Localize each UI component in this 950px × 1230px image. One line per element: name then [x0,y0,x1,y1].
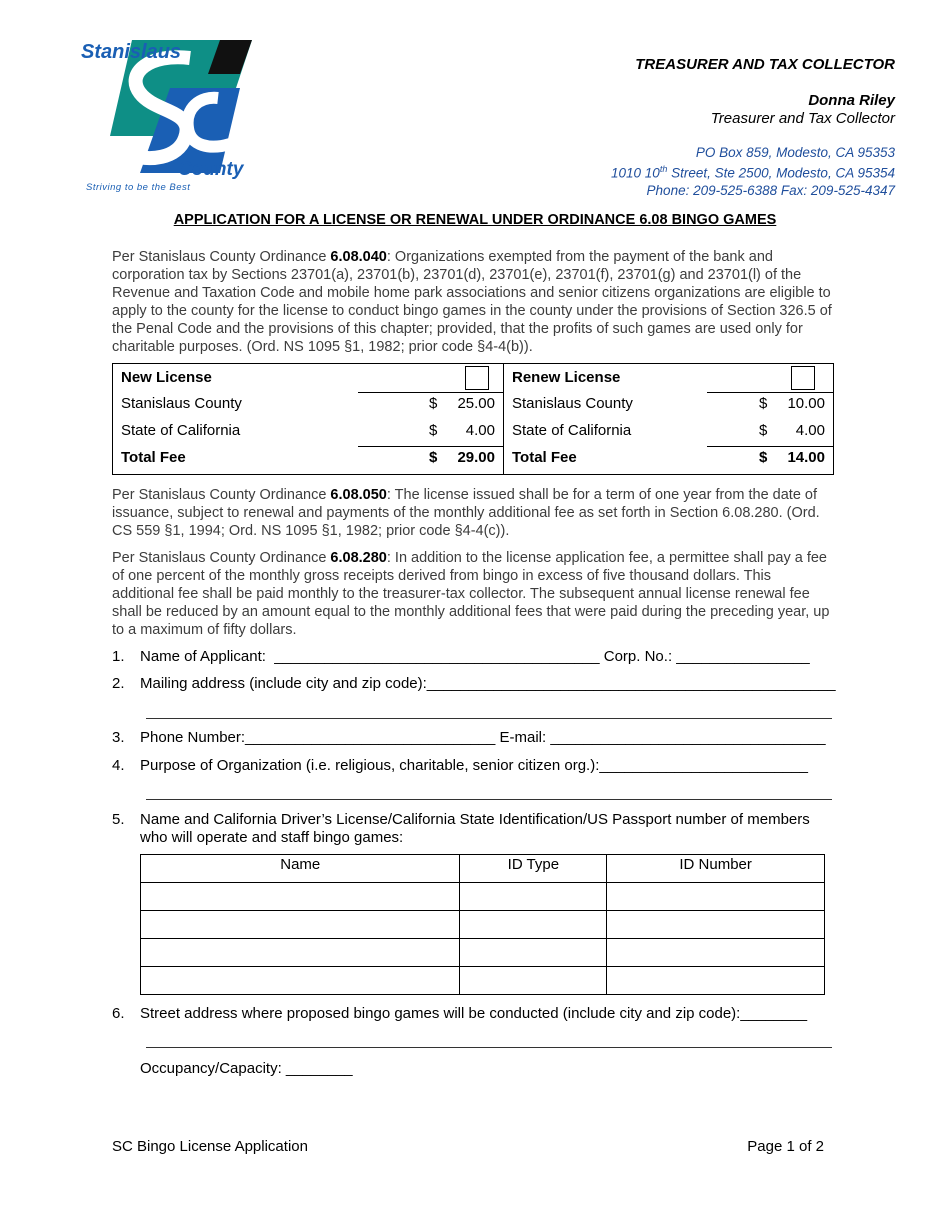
footer-page-number: Page 1 of 2 [747,1138,824,1155]
field-2-number: 2. [112,675,125,692]
address-line-2: 1010 10th Street, Ste 2500, Modesto, CA 95354 [611,164,895,181]
applicant-name-field[interactable]: Name of Applicant: _______________________________________ Corp. No.: ________________ [140,648,810,665]
member-name-cell[interactable] [141,967,460,995]
bingo-address-line-2[interactable] [146,1047,832,1048]
new-state-amount: 4.00 [465,422,495,439]
new-state-currency: $ [429,422,438,439]
new-county-amount: 25.00 [457,395,495,412]
phone-fax: Phone: 209-525-6388 Fax: 209-525-4347 [646,182,895,198]
table-row [141,911,825,939]
member-id-number-cell[interactable] [607,883,825,911]
renew-county-amount: 10.00 [787,395,825,412]
new-state-label: State of California [121,422,241,439]
renew-license-section [504,364,833,474]
phone-email-field[interactable]: Phone Number:______________________________ E-mail: _________________________________ [140,729,826,746]
ordinance-paragraph-2: Per Stanislaus County Ordinance 6.08.050: The license issued shall be for a term of one year from the date of issuance, subject to renewal and payments of the monthly additional fee as set forth in Section 6.08.280. (Ord. CS 559 §1, 1994; Ord. NS 1095 §1, 1982; prior code §4-4(c)). [112,487,820,539]
new-county-currency: $ [429,395,438,412]
member-id-type-cell[interactable] [460,939,607,967]
field-1-number: 1. [112,648,125,665]
ordinance-paragraph-3: Per Stanislaus County Ordinance 6.08.280: In addition to the license application fee, a permittee shall pay a fee of one percent of the monthly gross receipts derived from bingo in excess of five thousand dollars. This additional fee shall be paid monthly to the treasurer-tax collector. The subsequent annual license renewal fee shall be reduced by an amount equal to the monthly additional fees that were paid during the preceding year, up to a maximum of fifty dollars. [112,550,830,638]
renew-license-checkbox[interactable] [791,366,815,390]
table-row [141,939,825,967]
address-line-1: PO Box 859, Modesto, CA 95353 [695,145,895,160]
renew-license-heading: Renew License [512,369,621,386]
new-total-amount: 29.00 [457,449,495,466]
field-3-number: 3. [112,729,125,746]
members-instructions-line-1: Name and California Driver’s License/California State Identification/US Passport number of members [140,811,810,828]
new-license-heading: New License [121,369,212,386]
document-title: APPLICATION FOR A LICENSE OR RENEWAL UNDER ORDINANCE 6.08 BINGO GAMES [173,212,777,228]
renew-state-label: State of California [512,422,632,439]
members-table-header [141,855,825,883]
bingo-address-field[interactable]: Street address where proposed bingo games will be conducted (include city and zip code):________ [140,1005,808,1022]
field-5-number: 5. [112,811,125,828]
member-id-type-cell[interactable] [460,911,607,939]
member-name-cell[interactable] [141,883,460,911]
fee-table [112,363,834,475]
official-title: Treasurer and Tax Collector [710,110,895,127]
official-name: Donna Riley [808,92,895,109]
renew-total-amount: 14.00 [787,449,825,466]
members-table [140,854,825,995]
renew-county-label: Stanislaus County [512,395,633,412]
member-id-type-cell[interactable] [460,883,607,911]
logo-text-bottom: County [178,159,244,180]
field-6-number: 6. [112,1005,125,1022]
column-id-type: ID Type [460,855,607,883]
member-name-cell[interactable] [141,911,460,939]
county-logo [80,38,252,194]
member-id-type-cell[interactable] [460,967,607,995]
table-row [141,967,825,995]
office-address [611,144,895,199]
member-name-cell[interactable] [141,939,460,967]
renew-state-amount: 4.00 [795,422,825,439]
occupancy-capacity-field[interactable]: Occupancy/Capacity: ________ [140,1060,353,1077]
purpose-line-2[interactable] [146,799,832,800]
renew-state-currency: $ [759,422,768,439]
ordinance-paragraph-1: Per Stanislaus County Ordinance 6.08.040: Organizations exempted from the payment of the bank and corporation tax by Sections 23701(a), 23701(b), 23701(d), 23701(e), 23701(f), 23701(g) and 23701(l) of the Revenue and Taxation Code and mobile home park associations and senior citizens organizations are eligible to apply to the county for the license to conduct bingo games in the county under the provisions of Section 326.5 of the Penal Code and the provisions of this chapter; provided, that the profits of such games are used only for charitable purposes. (Ord. NS 1095 §1, 1982; prior code §4-4(b)). [112,249,832,355]
field-4-number: 4. [112,757,125,774]
mailing-address-field[interactable]: Mailing address (include city and zip code):_________________________________________________ [140,675,836,692]
table-row [141,883,825,911]
footer-form-name: SC Bingo License Application [112,1138,308,1155]
new-county-label: Stanislaus County [121,395,242,412]
logo-tagline: Striving to be the Best [86,182,191,193]
member-id-number-cell[interactable] [607,911,825,939]
office-title: TREASURER AND TAX COLLECTOR [635,56,895,73]
new-total-label: Total Fee [121,449,186,466]
new-total-currency: $ [429,449,438,466]
new-license-checkbox[interactable] [465,366,489,390]
members-instructions-line-2: who will operate and staff bingo games: [140,829,404,846]
column-name: Name [141,855,460,883]
new-license-section [113,364,495,474]
purpose-field[interactable]: Purpose of Organization (i.e. religious, charitable, senior citizen org.):_________________________ [140,757,808,774]
renew-total-label: Total Fee [512,449,577,466]
member-id-number-cell[interactable] [607,939,825,967]
logo-text-top: Stanislaus [81,41,182,63]
mailing-address-line-2[interactable] [146,718,832,719]
column-id-number: ID Number [607,855,825,883]
renew-county-currency: $ [759,395,768,412]
member-id-number-cell[interactable] [607,967,825,995]
renew-total-currency: $ [759,449,768,466]
